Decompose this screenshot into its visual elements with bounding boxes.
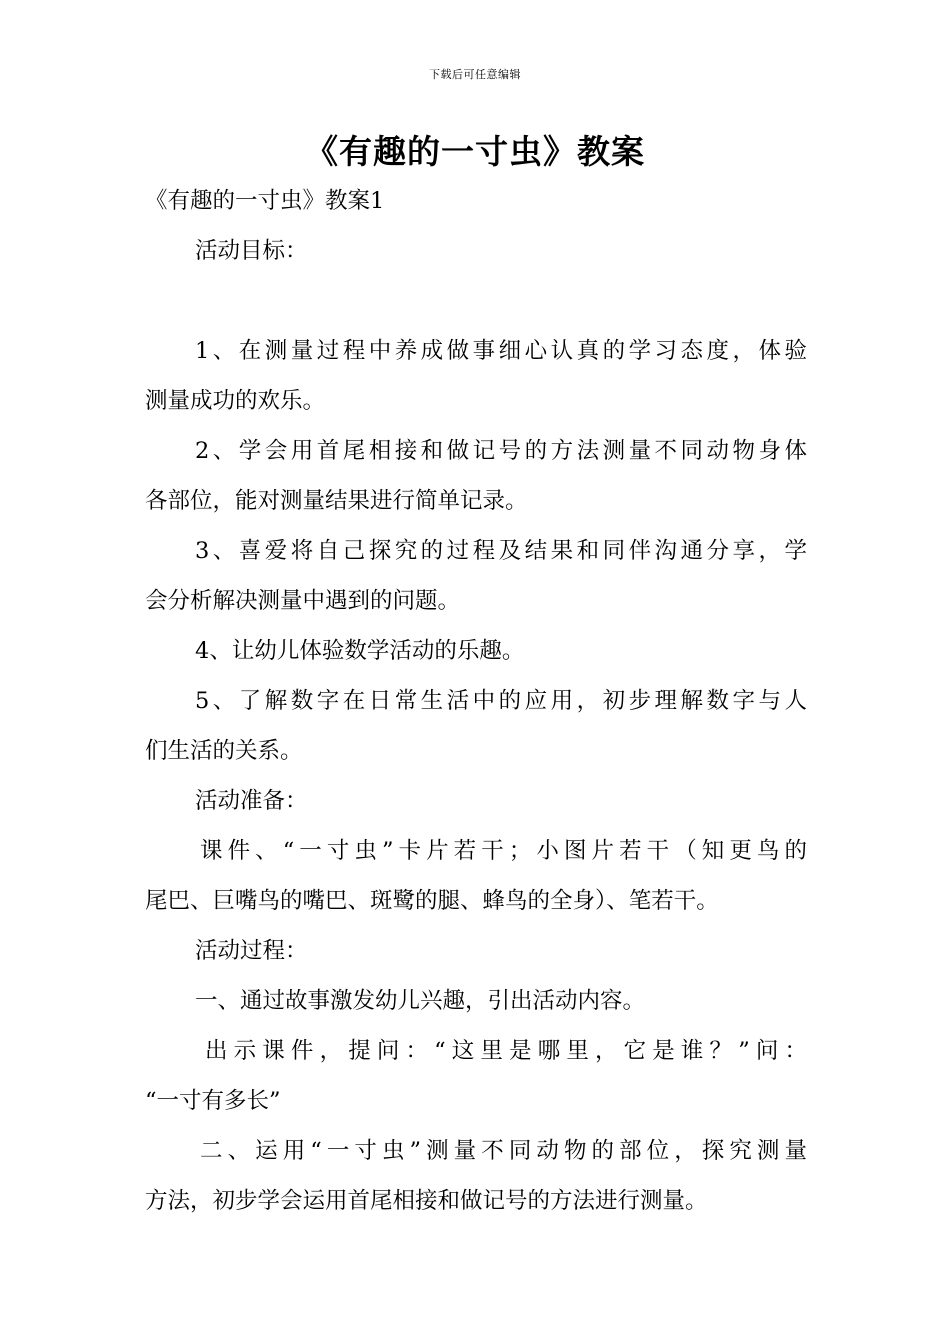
step-1-line-1: 出示课件，提问：“这里是哪里，它是谁？”问：	[205, 1038, 807, 1064]
goal-3-line-1: 3、喜爱将自己探究的过程及结果和同伴沟通分享，学	[195, 538, 807, 564]
document-body	[145, 176, 807, 1226]
section-subtitle: 《有趣的一寸虫》教案1	[145, 188, 385, 214]
preparation-heading: 活动准备：	[195, 788, 308, 814]
goal-3-line-2: 会分析解决测量中遇到的问题。	[145, 588, 461, 614]
step-2-line-1: 二、运用“一寸虫”测量不同动物的部位，探究测量	[200, 1138, 807, 1164]
process-heading: 活动过程：	[195, 938, 308, 964]
step-1-heading: 一、通过故事激发幼儿兴趣，引出活动内容。	[195, 988, 646, 1014]
step-2-line-2: 方法，初步学会运用首尾相接和做记号的方法进行测量。	[145, 1188, 708, 1214]
document-title: 《有趣的一寸虫》教案	[305, 132, 645, 171]
step-1-line-2: “一寸有多长”	[145, 1088, 281, 1114]
goal-4: 4、让幼儿体验数学活动的乐趣。	[195, 638, 525, 664]
goal-heading: 活动目标：	[195, 238, 308, 264]
header-note: 下载后可任意编辑	[429, 68, 521, 81]
goal-5-line-1: 5、了解数字在日常生活中的应用，初步理解数字与人	[195, 688, 807, 714]
blank-line	[145, 276, 807, 326]
goal-2-line-2: 各部位，能对测量结果进行简单记录。	[145, 488, 528, 514]
goal-1-line-1: 1、在测量过程中养成做事细心认真的学习态度，体验	[195, 338, 807, 364]
goal-1-line-2: 测量成功的欢乐。	[145, 388, 326, 414]
preparation-line-2: 尾巴、巨嘴鸟的嘴巴、斑鹭的腿、蜂鸟的全身）、笔若干。	[145, 888, 719, 914]
goal-5-line-2: 们生活的关系。	[145, 738, 303, 764]
goal-2-line-1: 2、学会用首尾相接和做记号的方法测量不同动物身体	[195, 438, 807, 464]
preparation-line-1: 课件、“一寸虫”卡片若干；小图片若干（知更鸟的	[200, 838, 807, 864]
